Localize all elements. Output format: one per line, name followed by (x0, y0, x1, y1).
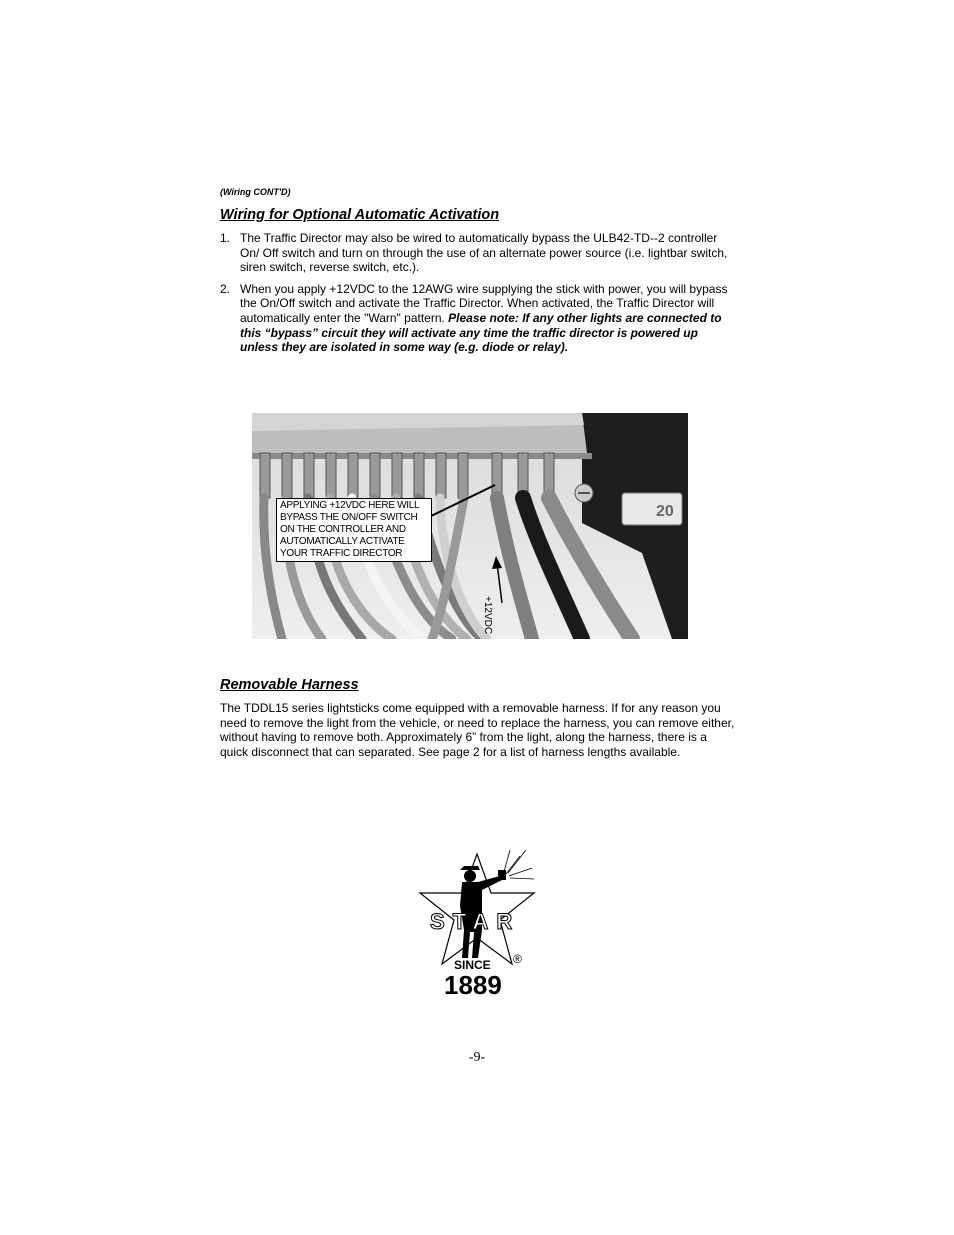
fuse-label: 20 (656, 503, 674, 520)
list-item-text: When you apply +12VDC to the 12AWG wire supplying the stick with power, you will bypass the On/Off switch and activate the Traffic Director. When activated, the Traffic Director will automatically enter the "Warn" pattern. (240, 281, 728, 325)
list-item (220, 231, 735, 275)
logo-since: SINCE (454, 958, 491, 972)
harness-paragraph: The TDDL15 series lightsticks come equipped with a removable harness. If for any reason you need to remove the light from the vehicle, or need to replace the harness, you can remove either, without having to remove both. Approximately 6” from the light, along the harness, there is a quick disconnect that can separated. See page 2 for a list of harness lengths available. (220, 701, 735, 759)
list-item-number: 2. (220, 281, 231, 296)
bypass-callout: APPLYING +12VDC HERE WILL BYPASS THE ON/OFF SWITCH ON THE CONTROLLER AND AUTOMATICALLY ACTIVATE YOUR TRAFFIC DIRECTOR (276, 498, 432, 562)
logo-year: 1889 (444, 970, 502, 998)
wiring-photo (252, 413, 688, 639)
star-logo-graphic (414, 846, 540, 998)
voltage-arrow-label: +12VDC (482, 596, 493, 635)
bypass-warning-note: Please note: If any other lights are connected to this “bypass” circuit they will activate any time the traffic director is powered up unless they are isolated in some way (e.g. diode or relay). (240, 310, 722, 355)
list-item (220, 282, 735, 355)
logo-word: STAR (430, 909, 521, 934)
list-item-text: The Traffic Director may also be wired to automatically bypass the ULB42-TD--2 controller On/ Off switch and turn on through the use of an alternate power source (i.e. lightbar switch, siren switch, reverse switch, etc.). (240, 231, 728, 275)
logo-registered: ® (513, 952, 522, 966)
continued-label: (Wiring CONT'D) (220, 187, 291, 197)
section-heading-automatic-activation: Wiring for Optional Automatic Activation (220, 207, 500, 223)
star-logo (414, 846, 540, 998)
list-item-number: 1. (220, 231, 231, 245)
section-heading-removable-harness: Removable Harness (220, 677, 359, 693)
list-item-text-wrapper (240, 282, 735, 355)
instruction-list (220, 231, 735, 362)
page-number: -9- (468, 1050, 486, 1065)
